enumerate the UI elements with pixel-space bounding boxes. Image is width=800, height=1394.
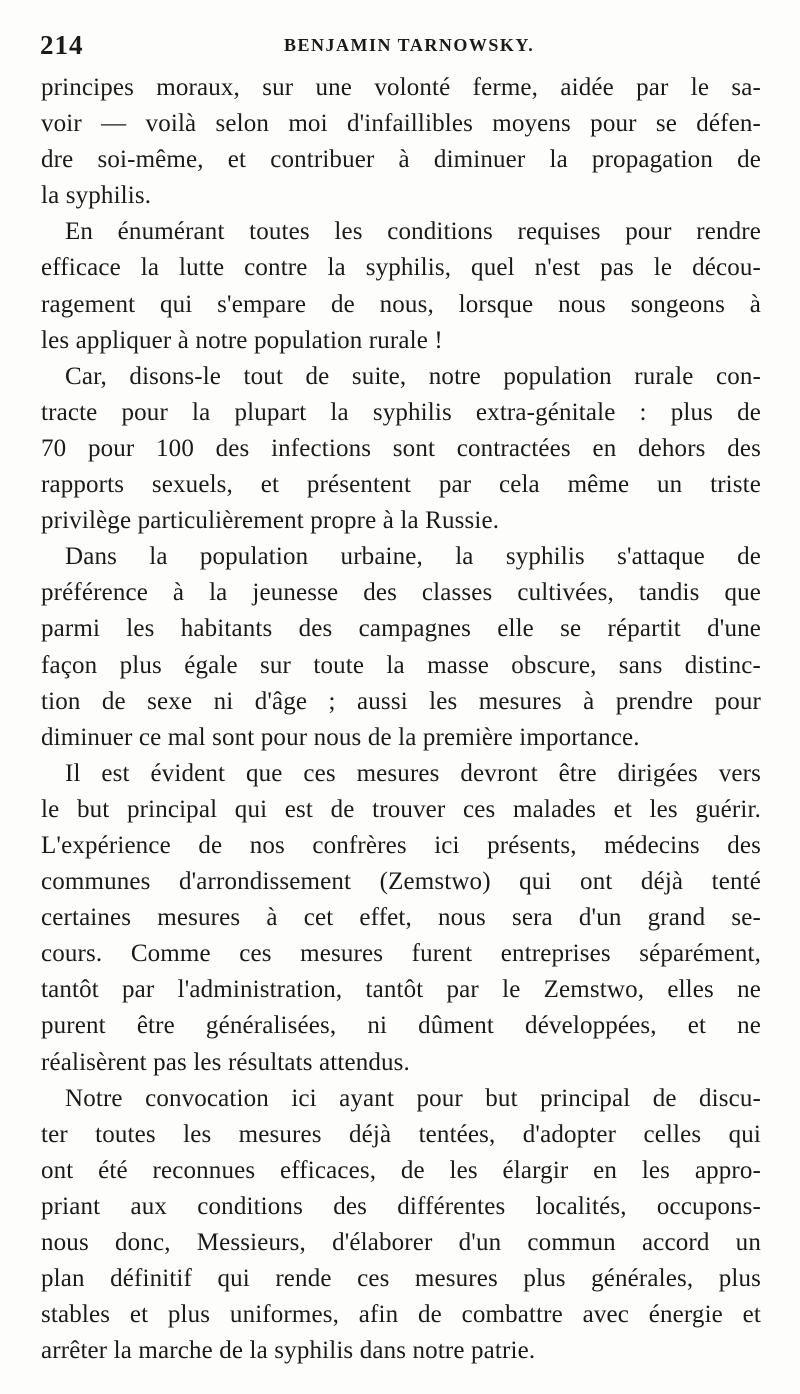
- paragraph: [41, 359, 761, 539]
- text-line: efficace la lutte contre la syphilis, quel n'est pas le décou-: [41, 254, 761, 282]
- text-line: communes d'arrondissement (Zemstwo) qui ont déjà tenté: [41, 868, 761, 896]
- text-line: réalisèrent pas les résultats attendus.: [41, 1048, 410, 1076]
- text-line: ter toutes les mesures déjà tentées, d'adopter celles qui: [41, 1120, 761, 1148]
- text-line: parmi les habitants des campagnes elle se répartit d'une: [41, 615, 761, 643]
- text-line: rapports sexuels, et présentent par cela même un triste: [41, 471, 761, 499]
- text-line: cours. Comme ces mesures furent entreprises séparément,: [41, 940, 761, 968]
- text-line: Car, disons-le tout de suite, notre population rurale con-: [65, 362, 761, 390]
- text-line: tracte pour la plupart la syphilis extra-génitale : plus de: [41, 398, 761, 426]
- text-line: nous donc, Messieurs, d'élaborer d'un commun accord un: [41, 1229, 761, 1256]
- text-line: privilège particulièrement propre à la Russie.: [41, 507, 500, 535]
- text-line: tantôt par l'administration, tantôt par le Zemstwo, elles ne: [41, 976, 761, 1004]
- running-title: BENJAMIN TARNOWSKY.: [284, 35, 535, 55]
- body-text: [41, 70, 761, 1369]
- page-number: 214: [40, 30, 84, 60]
- text-line: voir — voilà selon moi d'infaillibles moyens pour se défen-: [41, 110, 761, 138]
- text-line: L'expérience de nos confrères ici présents, médecins des: [41, 831, 761, 859]
- text-line: Il est évident que ces mesures devront être dirigées vers: [65, 759, 761, 787]
- text-line: 70 pour 100 des infections sont contractées en dehors des: [41, 434, 761, 462]
- text-line: Dans la population urbaine, la syphilis s'attaque de: [65, 543, 761, 571]
- text-line: les appliquer à notre population rurale !: [41, 326, 443, 354]
- text-line: Notre convocation ici ayant pour but principal de discu-: [65, 1084, 761, 1112]
- paragraph: [41, 539, 761, 756]
- text-line: certaines mesures à cet effet, nous sera d'un grand se-: [41, 904, 761, 932]
- paragraph: [41, 1081, 761, 1370]
- text-line: diminuer ce mal sont pour nous de la première importance.: [41, 723, 640, 751]
- text-line: le but principal qui est de trouver ces malades et les guérir.: [41, 795, 761, 823]
- paragraph: [41, 70, 761, 214]
- text-line: la syphilis.: [41, 182, 152, 210]
- text-line: arrêter la marche de la syphilis dans notre patrie.: [41, 1337, 536, 1365]
- text-line: façon plus égale sur toute la masse obscure, sans distinc-: [41, 651, 761, 679]
- text-line: purent être généralisées, ni dûment développées, et ne: [41, 1012, 761, 1040]
- text-line: ragement qui s'empare de nous, lorsque nous songeons à: [41, 290, 761, 318]
- text-line: préférence à la jeunesse des classes cultivées, tandis que: [41, 579, 761, 607]
- paragraph: [41, 756, 761, 1081]
- text-line: tion de sexe ni d'âge ; aussi les mesures à prendre pour: [41, 687, 761, 715]
- text-line: ont été reconnues efficaces, de les élargir en les appro-: [41, 1156, 761, 1184]
- text-line: plan définitif qui rende ces mesures plus générales, plus: [41, 1265, 761, 1293]
- text-line: En énumérant toutes les conditions requises pour rendre: [65, 218, 761, 246]
- text-line: dre soi-même, et contribuer à diminuer la propagation de: [41, 146, 761, 174]
- text-line: stables et plus uniformes, afin de combattre avec énergie et: [41, 1301, 761, 1329]
- text-line: principes moraux, sur une volonté ferme, aidée par le sa-: [41, 74, 761, 101]
- text-line: priant aux conditions des différentes localités, occupons-: [41, 1192, 761, 1220]
- page-header: [40, 30, 762, 66]
- paragraph: [41, 214, 761, 358]
